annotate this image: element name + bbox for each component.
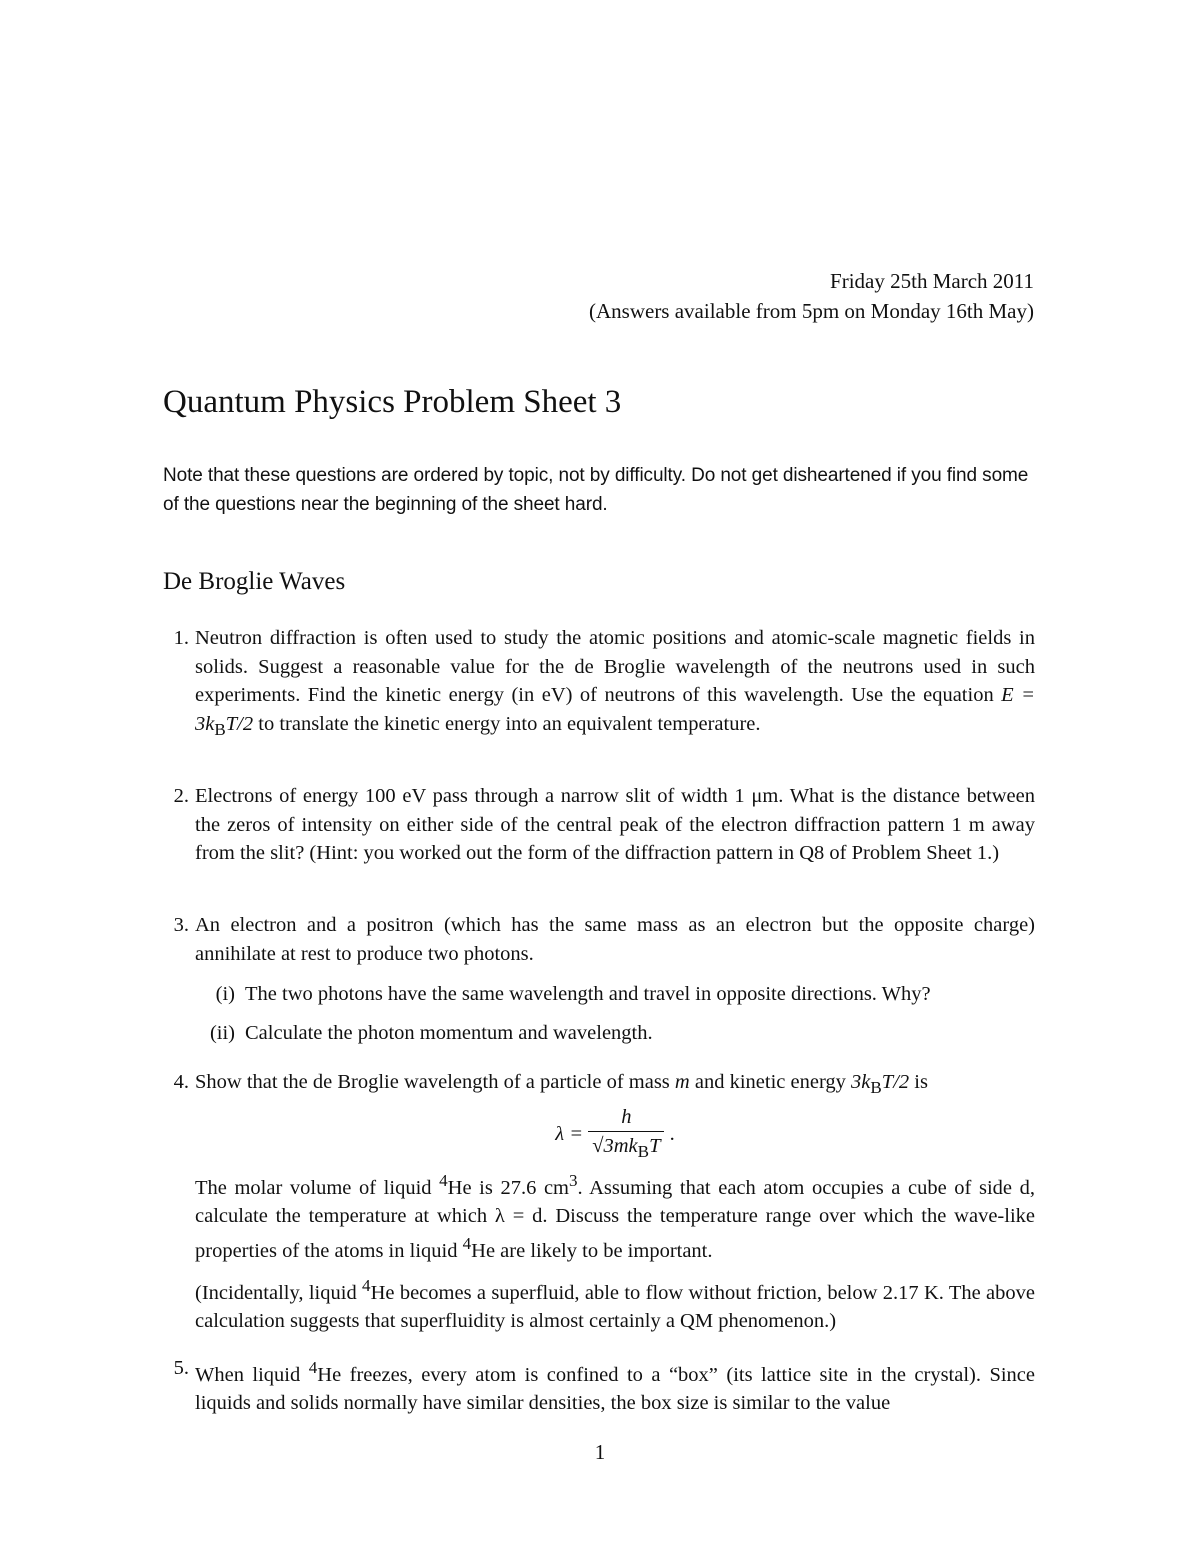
q4-p3-a: (Incidentally, liquid — [195, 1281, 357, 1304]
question-number: 5. — [173, 1357, 189, 1379]
q4-p3-sup: 4 — [362, 1275, 371, 1295]
q4-text-a: Show that the de Broglie wavelength of a particle of mass — [195, 1071, 670, 1093]
question-number: 2. — [173, 785, 189, 807]
eq-fraction — [588, 1103, 664, 1167]
page-title: Quantum Physics Problem Sheet 3 — [163, 384, 622, 420]
question-number: 4. — [173, 1071, 189, 1093]
q4-energy-sub: B — [870, 1078, 882, 1098]
q5-sup: 4 — [308, 1358, 318, 1377]
q1-eq-tail: T/2 — [225, 712, 254, 735]
q4-p2-sup: 4 — [439, 1170, 448, 1190]
answers-note: (Answers available from 5pm on Monday 16th May) — [589, 299, 1034, 323]
q4-equation — [195, 1103, 1035, 1163]
question-1 — [163, 624, 1035, 744]
q4-text-b: and kinetic energy — [694, 1071, 846, 1093]
intro-note: Note that these questions are ordered by topic, not by difficulty. Do not get disheartened if you find some of the questions near the beginning of the sheet hard. — [163, 465, 1029, 515]
q1-text-b: to translate the kinetic energy into an equivalent temperature. — [258, 712, 761, 735]
eq-lhs: λ = — [555, 1122, 584, 1145]
q4-p2-sup3: 4 — [462, 1234, 472, 1254]
q4-p2-sup2: 3 — [568, 1170, 578, 1190]
eq-numerator: h — [588, 1103, 664, 1133]
q4-mass-symbol: m — [674, 1071, 690, 1093]
q4-p2-d: He are likely to be important. — [471, 1240, 713, 1263]
eq-den-main: √3mk — [592, 1135, 638, 1158]
date-header — [589, 266, 1034, 326]
q3-sub-i — [195, 980, 1035, 1009]
q5-text-a: When liquid — [195, 1363, 301, 1386]
page-number: 1 — [594, 1440, 606, 1464]
eq-end: . — [669, 1122, 675, 1145]
question-number: 1. — [173, 627, 189, 649]
q4-p2-a: The molar volume of liquid — [195, 1176, 432, 1199]
eq-den-tail: T — [649, 1135, 661, 1158]
q2-text: Electrons of energy 100 eV pass through a narrow slit of width 1 μm. What is the distance between the zeros of intensity on either side of the central peak of the electron diffraction pattern 1 m away from the slit? (Hint: you worked out the form of the diffraction pattern in Q8 of Problem Sheet 1.) — [195, 785, 1035, 864]
q1-equation: E = 3k — [195, 684, 1035, 735]
date: Friday 25th March 2011 — [830, 269, 1034, 293]
q1-eq-sub: B — [214, 719, 226, 739]
q5-text-b: He freezes, every atom is confined to a “box” (its lattice site in the crystal). Since liquids and solids normally have similar densities, the box size is similar to the value — [195, 1363, 1035, 1415]
question-4 — [163, 1068, 1035, 1336]
sub-text: The two photons have the same wavelength and travel in opposite directions. Why? — [245, 983, 931, 1005]
question-2 — [163, 782, 1035, 868]
sub-text: Calculate the photon momentum and wavelength. — [245, 1021, 653, 1044]
sub-label: (ii) — [209, 1021, 235, 1044]
eq-denominator — [588, 1132, 664, 1167]
question-5 — [163, 1354, 1035, 1418]
q1-text-a: Neutron diffraction is often used to study the atomic positions and atomic-scale magnetic fields in solids. Suggest a reasonable value for the de Broglie wavelength of the neutrons used in such experiments. Find the kinetic energy (in eV) of neutrons of this wavelength. Use the equation — [195, 627, 1035, 706]
question-number: 3. — [173, 914, 189, 936]
eq-den-sub: B — [637, 1142, 650, 1162]
q4-energy-tail: T/2 — [881, 1071, 910, 1093]
q4-p3-b: He becomes a superfluid, able to flow without friction, below 2.17 K. The above calculation suggests that superfluidity is almost certainly a QM phenomenon.) — [195, 1281, 1036, 1333]
sub-label: (i) — [215, 983, 235, 1005]
q4-p2-c: . Assuming that each atom occupies a cube of side d, calculate the temperature at which λ = d. Discuss the temperature range over which the wave-like properties of the atoms in liquid — [195, 1176, 1035, 1263]
q4-energy: 3k — [851, 1071, 871, 1093]
q4-p2-b: He is 27.6 cm — [447, 1176, 569, 1199]
q4-text-c: is — [914, 1071, 928, 1093]
section-heading: De Broglie Waves — [163, 568, 346, 595]
question-3 — [163, 911, 1035, 1047]
q3-sub-ii — [195, 1019, 1035, 1048]
q3-text: An electron and a positron (which has the same mass as an electron but the opposite charge) annihilate at rest to produce two photons. — [195, 914, 1035, 965]
